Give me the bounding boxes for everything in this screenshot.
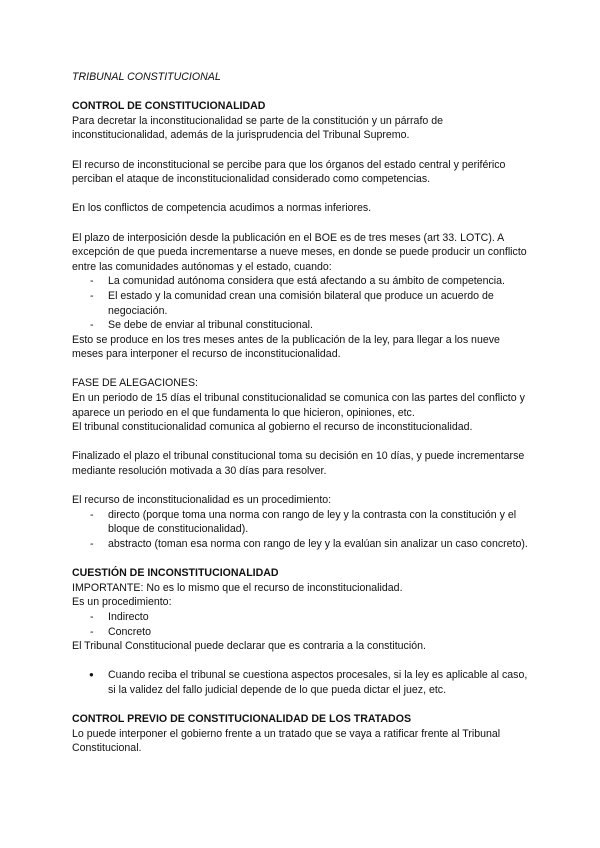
paragraph: El Tribunal Constitucional puede declarar que es contraria a la constitución. xyxy=(72,640,426,653)
list-item: ● Cuando reciba el tribunal se cuestiona aspectos procesales, si la ley es aplicable al caso, si la validez del fallo judicial depende de lo que pueda dictar el juez, etc. xyxy=(72,668,532,697)
dash-list xyxy=(72,508,532,552)
paragraph: Finalizado el plazo el tribunal constitucional toma su decisión en 10 días, y puede incrementarse mediante resolución motivada a 30 días para resolver. xyxy=(72,450,525,478)
paragraph: El tribunal constitucionalidad comunica al gobierno el recurso de inconstitucionalidad. xyxy=(72,421,473,434)
paragraph: El plazo de interposición desde la publicación en el BOE es de tres meses (art 33. LOTC). A excepción de que pueda incrementarse a nueve meses, en donde se puede producir un conflicto entre las comunidades autónomas y el estado, cuando: xyxy=(72,231,527,273)
list-item: - La comunidad autónoma considera que está afectando a su ámbito de competencia. xyxy=(72,274,532,289)
list-item: - Concreto xyxy=(72,625,532,640)
heading-control-previo: CONTROL PREVIO DE CONSTITUCIONALIDAD DE LOS TRATADOS xyxy=(72,713,412,726)
heading-cuestion-inconstitucionalidad: CUESTIÓN DE INCONSTITUCIONALIDAD xyxy=(72,567,279,580)
alegaciones-label: FASE DE ALEGACIONES: xyxy=(72,377,198,390)
document-page xyxy=(72,70,532,756)
paragraph: Lo puede interponer el gobierno frente a un tratado que se vaya a ratificar frente al Tribunal Constitucional. xyxy=(72,727,501,755)
paragraph: Es un procedimiento: xyxy=(72,596,172,609)
dash-list xyxy=(72,274,532,332)
paragraph: IMPORTANTE: No es lo mismo que el recurso de inconstitucionalidad. xyxy=(72,581,403,594)
paragraph: El recurso de inconstitucional se percibe para que los órganos del estado central y periférico perciban el ataque de inconstitucionalidad considerado como competencias. xyxy=(72,158,506,186)
paragraph: Esto se produce en los tres meses antes de la publicación de la ley, para llegar a los nueve meses para interponer el recurso de inconstitucionalidad. xyxy=(72,333,500,361)
bullet-list xyxy=(72,668,532,697)
paragraph: En un periodo de 15 días el tribunal constitucionalidad se comunica con las partes del conflicto y aparece un periodo en el que fundamenta lo que hicieron, opiniones, etc. xyxy=(72,392,525,419)
list-item: - abstracto (toman esa norma con rango de ley y la evalúan sin analizar un caso concreto). xyxy=(72,537,532,552)
list-item: - Se debe de enviar al tribunal constitucional. xyxy=(72,318,532,333)
dash-list xyxy=(72,610,532,639)
document-title: TRIBUNAL CONSTITUCIONAL xyxy=(72,71,221,83)
heading-control-constitucionalidad: CONTROL DE CONSTITUCIONALIDAD xyxy=(72,100,266,113)
list-item: - Indirecto xyxy=(72,610,532,625)
list-item: - directo (porque toma una norma con rango de ley y la contrasta con la constitución y el bloque de constitucionalidad). xyxy=(72,508,532,537)
paragraph: En los conflictos de competencia acudimos a normas inferiores. xyxy=(72,202,372,215)
paragraph: Para decretar la inconstitucionalidad se parte de la constitución y un párrafo de inconstitucionalidad, además de la jurisprudencia del Tribunal Supremo. xyxy=(72,114,444,142)
paragraph: El recurso de inconstitucionalidad es un procedimiento: xyxy=(72,494,332,507)
list-item: - El estado y la comunidad crean una comisión bilateral que produce un acuerdo de negociación. xyxy=(72,289,532,318)
